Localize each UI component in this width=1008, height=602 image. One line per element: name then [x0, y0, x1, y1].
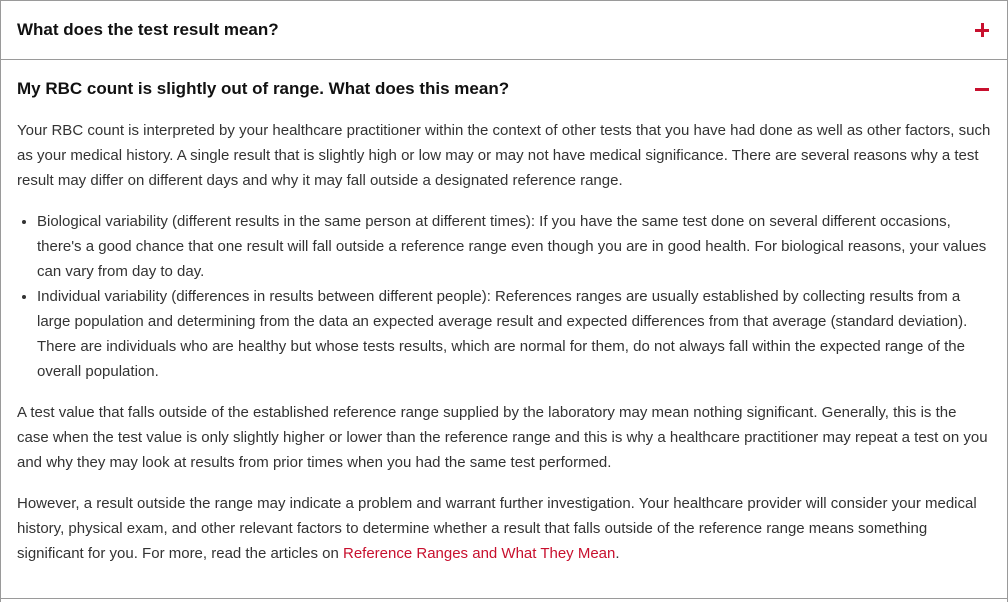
accordion-bottom-divider: [1, 598, 1007, 599]
accordion-item-rbc-out-of-range: [1, 59, 1007, 566]
minus-icon[interactable]: [975, 82, 989, 96]
accordion-item-test-result-meaning: [1, 0, 1007, 59]
plus-icon-vertical-bar: [981, 23, 984, 37]
intro-paragraph: Your RBC count is interpreted by your healthcare practitioner within the context of other tests that you have had done as well as other factors, such as your medical history. A single result that is slightly high or low may or may not have medical significance. There are several reasons why a test result may differ on different days and why it may fall outside a designated reference range.: [17, 122, 991, 189]
accordion-title: What does the test result mean?: [17, 20, 279, 39]
period-text: .: [615, 545, 620, 562]
accordion-header-test-result-meaning[interactable]: [1, 1, 1007, 59]
plus-icon[interactable]: [975, 23, 989, 37]
reference-range-paragraph: A test value that falls outside of the established reference range supplied by the laboratory may mean nothing significant. Generally, this is the case when the test value is only slightly higher or lower than the reference range and this is why a healthcare practitioner may repeat a test on you and why they may look at results from prior times when you had the same test performed.: [17, 404, 988, 471]
further-investigation-paragraph: [17, 491, 991, 566]
further-investigation-text: However, a result outside the range may indicate a problem and warrant further investigation. Your healthcare provider will consider your medical history, physical exam, and other relevant factors to determine whether a result that falls outside of the reference range means something significant for you. For more, read the articles on: [17, 495, 977, 562]
accordion-body: [1, 118, 1007, 566]
accordion-title: My RBC count is slightly out of range. What does this mean?: [17, 79, 510, 98]
reference-ranges-link[interactable]: Reference Ranges and What They Mean: [342, 545, 616, 562]
minus-icon-bar: [975, 88, 989, 91]
variability-list: [17, 209, 991, 384]
list-item: • Biological variability (different results in the same person at different times): If you have the same test done on several different occasions, there's a good chance that one result will fall outside a reference range even though you are in good health. For biological reasons, your values can vary from day to day.: [37, 209, 991, 284]
list-item: • Individual variability (differences in results between different people): References ranges are usually established by collecting results from a large population and determining from the data an expected average result and expected differences from that average (standard deviation). There are individuals who are healthy but whose tests results, which are normal for them, do not always fall within the expected range of the overall population.: [37, 284, 991, 384]
accordion-header-rbc-out-of-range[interactable]: [1, 60, 1007, 118]
